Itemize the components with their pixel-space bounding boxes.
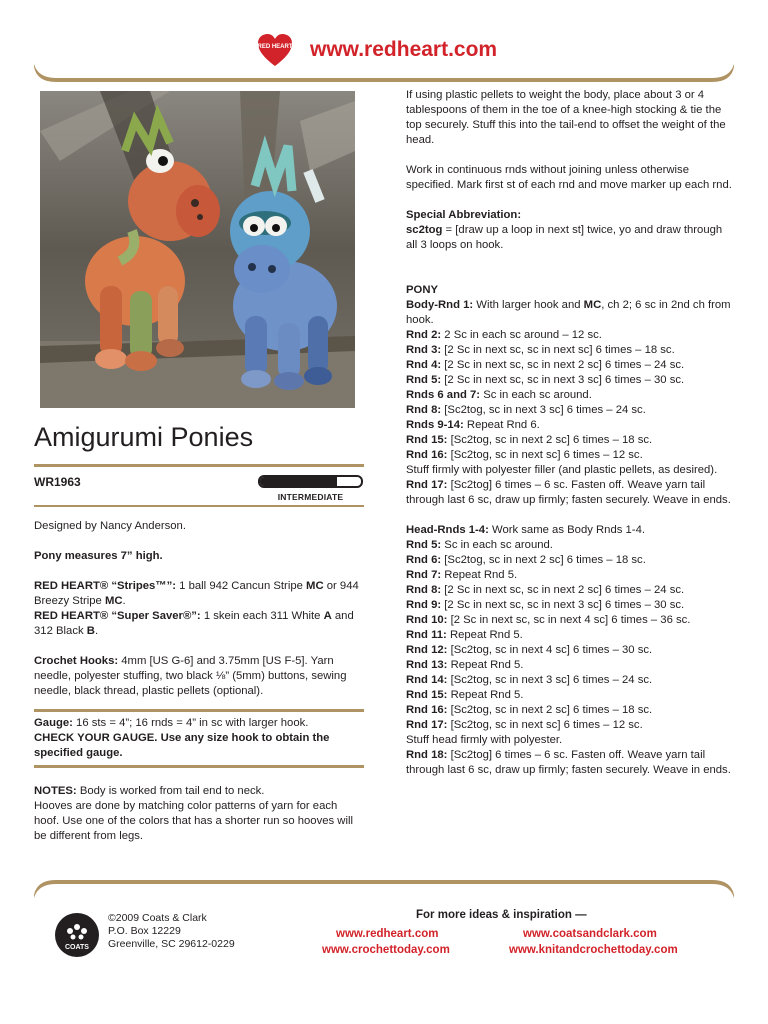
coatsandclark-link[interactable]: www.coatsandclark.com bbox=[523, 928, 657, 940]
code-row bbox=[34, 475, 364, 509]
right-column bbox=[406, 88, 736, 778]
company-address: ©2009 Coats & Clark P.O. Box 12229 Greenville, SC 29612-0229 bbox=[108, 912, 235, 950]
rounds-intro: Work in continuous rnds without joining unless otherwise specified. Mark first st of each rnd and move marker up each rnd. bbox=[406, 164, 732, 191]
coats-logo[interactable] bbox=[54, 912, 100, 958]
notes: NOTES: Body is worked from tail end to neck. Hooves are done by matching color patterns of yarn for each hoof. Use one of the colors that has a shorter run so hooves will be different from legs. bbox=[34, 785, 353, 842]
instruction-row: Rnd 5: Sc in each sc around. bbox=[406, 539, 553, 551]
ponies-photo bbox=[40, 91, 355, 408]
crochettoday-link[interactable]: www.crochettoday.com bbox=[322, 944, 450, 956]
instruction-row: Rnd 16: [Sc2tog, sc in next 2 sc] 6 times – 18 sc. bbox=[406, 704, 653, 716]
footer-links-left bbox=[322, 926, 450, 958]
coats-logo-text: COATS bbox=[65, 944, 89, 951]
hooks-notions: Crochet Hooks: 4mm [US G-6] and 3.75mm [US F-5]. Yarn needle, polyester stuffing, two black ⅛” (5mm) buttons, sewing needle, black thread, plastic pellets (optional). bbox=[34, 655, 347, 697]
skill-level-bar bbox=[258, 475, 363, 488]
instruction-row: Rnd 16: [Sc2tog, sc in next sc] 6 times – 12 sc. bbox=[406, 449, 643, 461]
more-ideas-heading: For more ideas & inspiration — bbox=[416, 909, 587, 921]
pattern-title: Amigurumi Ponies bbox=[34, 422, 254, 452]
instruction-row: Rnd 12: [Sc2tog, sc in next 4 sc] 6 times – 30 sc. bbox=[406, 644, 653, 656]
skill-level-indicator bbox=[258, 475, 363, 505]
measurement-note: Pony measures 7” high. bbox=[34, 550, 163, 562]
title-rule bbox=[34, 464, 364, 467]
skill-segment bbox=[260, 477, 286, 486]
ponies-illustration bbox=[40, 91, 355, 408]
instruction-row: Rnd 8: [Sc2tog, sc in next 3 sc] 6 times – 24 sc. bbox=[406, 404, 646, 416]
logo-text: RED HEART bbox=[257, 44, 293, 50]
instruction-row: Stuff firmly with polyester filler (and plastic pellets, as desired). bbox=[406, 464, 718, 476]
instruction-row: Rnds 6 and 7: Sc in each sc around. bbox=[406, 389, 592, 401]
head-instructions bbox=[406, 523, 736, 778]
instruction-row: Stuff head firmly with polyester. bbox=[406, 734, 563, 746]
instruction-row: Rnd 8: [2 Sc in next sc, sc in next 2 sc] 6 times – 24 sc. bbox=[406, 584, 685, 596]
instruction-row: Body-Rnd 1: With larger hook and MC, ch 2; 6 sc in 2nd ch from hook. bbox=[406, 299, 731, 326]
skill-segment bbox=[286, 477, 312, 486]
bottom-divider bbox=[34, 880, 734, 898]
instruction-row: Rnd 6: [Sc2tog, sc in next 2 sc] 6 times – 18 sc. bbox=[406, 554, 646, 566]
instruction-row: Rnd 4: [2 Sc in next sc, sc in next 2 sc] 6 times – 24 sc. bbox=[406, 359, 685, 371]
pattern-code: WR1963 bbox=[34, 475, 81, 489]
instruction-row: Rnd 10: [2 Sc in next sc, sc in next 4 sc] 6 times – 36 sc. bbox=[406, 614, 691, 626]
gauge-rule-top bbox=[34, 709, 364, 712]
left-column bbox=[34, 420, 364, 844]
site-url-link[interactable]: www.redheart.com bbox=[310, 38, 498, 61]
instruction-row: Rnd 11: Repeat Rnd 5. bbox=[406, 629, 523, 641]
designer-credit: Designed by Nancy Anderson. bbox=[34, 520, 186, 532]
footer-links-right bbox=[509, 926, 678, 958]
pony-heading: PONY bbox=[406, 284, 439, 296]
gauge-rule-bottom bbox=[34, 765, 364, 768]
instruction-row: Rnd 17: [Sc2tog] 6 times – 6 sc. Fasten off. Weave yarn tail through last 6 sc, draw up firmly; fasten securely. Weave in ends. bbox=[406, 479, 731, 506]
skill-level-label: INTERMEDIATE bbox=[277, 492, 344, 502]
special-abbreviation: Special Abbreviation: sc2tog = [draw up a loop in next st] twice, yo and draw through all 3 loops on hook. bbox=[406, 209, 723, 251]
instruction-row: Rnd 14: [Sc2tog, sc in next 3 sc] 6 times – 24 sc. bbox=[406, 674, 653, 686]
top-divider bbox=[34, 64, 734, 82]
instruction-row: Rnd 2: 2 Sc in each sc around – 12 sc. bbox=[406, 329, 602, 341]
redheart-link[interactable]: www.redheart.com bbox=[336, 928, 439, 940]
instruction-row: Rnd 18: [Sc2tog] 6 times – 6 sc. Fasten off. Weave yarn tail through last 6 sc, draw up firmly; fasten securely. Weave in ends. bbox=[406, 749, 731, 776]
instruction-row: Head-Rnds 1-4: Work same as Body Rnds 1-4. bbox=[406, 524, 645, 536]
skill-segment bbox=[337, 477, 361, 486]
pellets-intro: If using plastic pellets to weight the body, place about 3 or 4 tablespoons of them in the toe of a knee-high stocking & tie the top securely. Stuff this into the tail-end to offset the weight of the head. bbox=[406, 89, 726, 146]
instruction-row: Rnd 9: [2 Sc in next sc, sc in next 3 sc] 6 times – 30 sc. bbox=[406, 599, 685, 611]
instruction-row: Rnds 9-14: Repeat Rnd 6. bbox=[406, 419, 540, 431]
instruction-row: Rnd 5: [2 Sc in next sc, sc in next 3 sc] 6 times – 30 sc. bbox=[406, 374, 685, 386]
instruction-row: Rnd 13: Repeat Rnd 5. bbox=[406, 659, 524, 671]
yarn-materials: RED HEART® “Stripes™”: 1 ball 942 Cancun Stripe MC or 944 Breezy Stripe MC. RED HEART® “Super Saver®”: 1 skein each 311 White A and 312 Black B. bbox=[34, 580, 359, 637]
instruction-row: Rnd 17: [Sc2tog, sc in next sc] 6 times – 12 sc. bbox=[406, 719, 643, 731]
instruction-row: Rnd 15: Repeat Rnd 5. bbox=[406, 689, 524, 701]
gauge-info: Gauge: 16 sts = 4”; 16 rnds = 4” in sc with larger hook. CHECK YOUR GAUGE. Use any size hook to obtain the specified gauge. bbox=[34, 717, 330, 759]
skill-segment bbox=[312, 477, 338, 486]
body-instructions bbox=[406, 298, 736, 508]
knitandcrochettoday-link[interactable]: www.knitandcrochettoday.com bbox=[509, 944, 678, 956]
page-footer bbox=[0, 900, 768, 1024]
instruction-row: Rnd 3: [2 Sc in next sc, sc in next sc] 6 times – 18 sc. bbox=[406, 344, 675, 356]
instruction-row: Rnd 15: [Sc2tog, sc in next 2 sc] 6 times – 18 sc. bbox=[406, 434, 653, 446]
instruction-row: Rnd 7: Repeat Rnd 5. bbox=[406, 569, 518, 581]
